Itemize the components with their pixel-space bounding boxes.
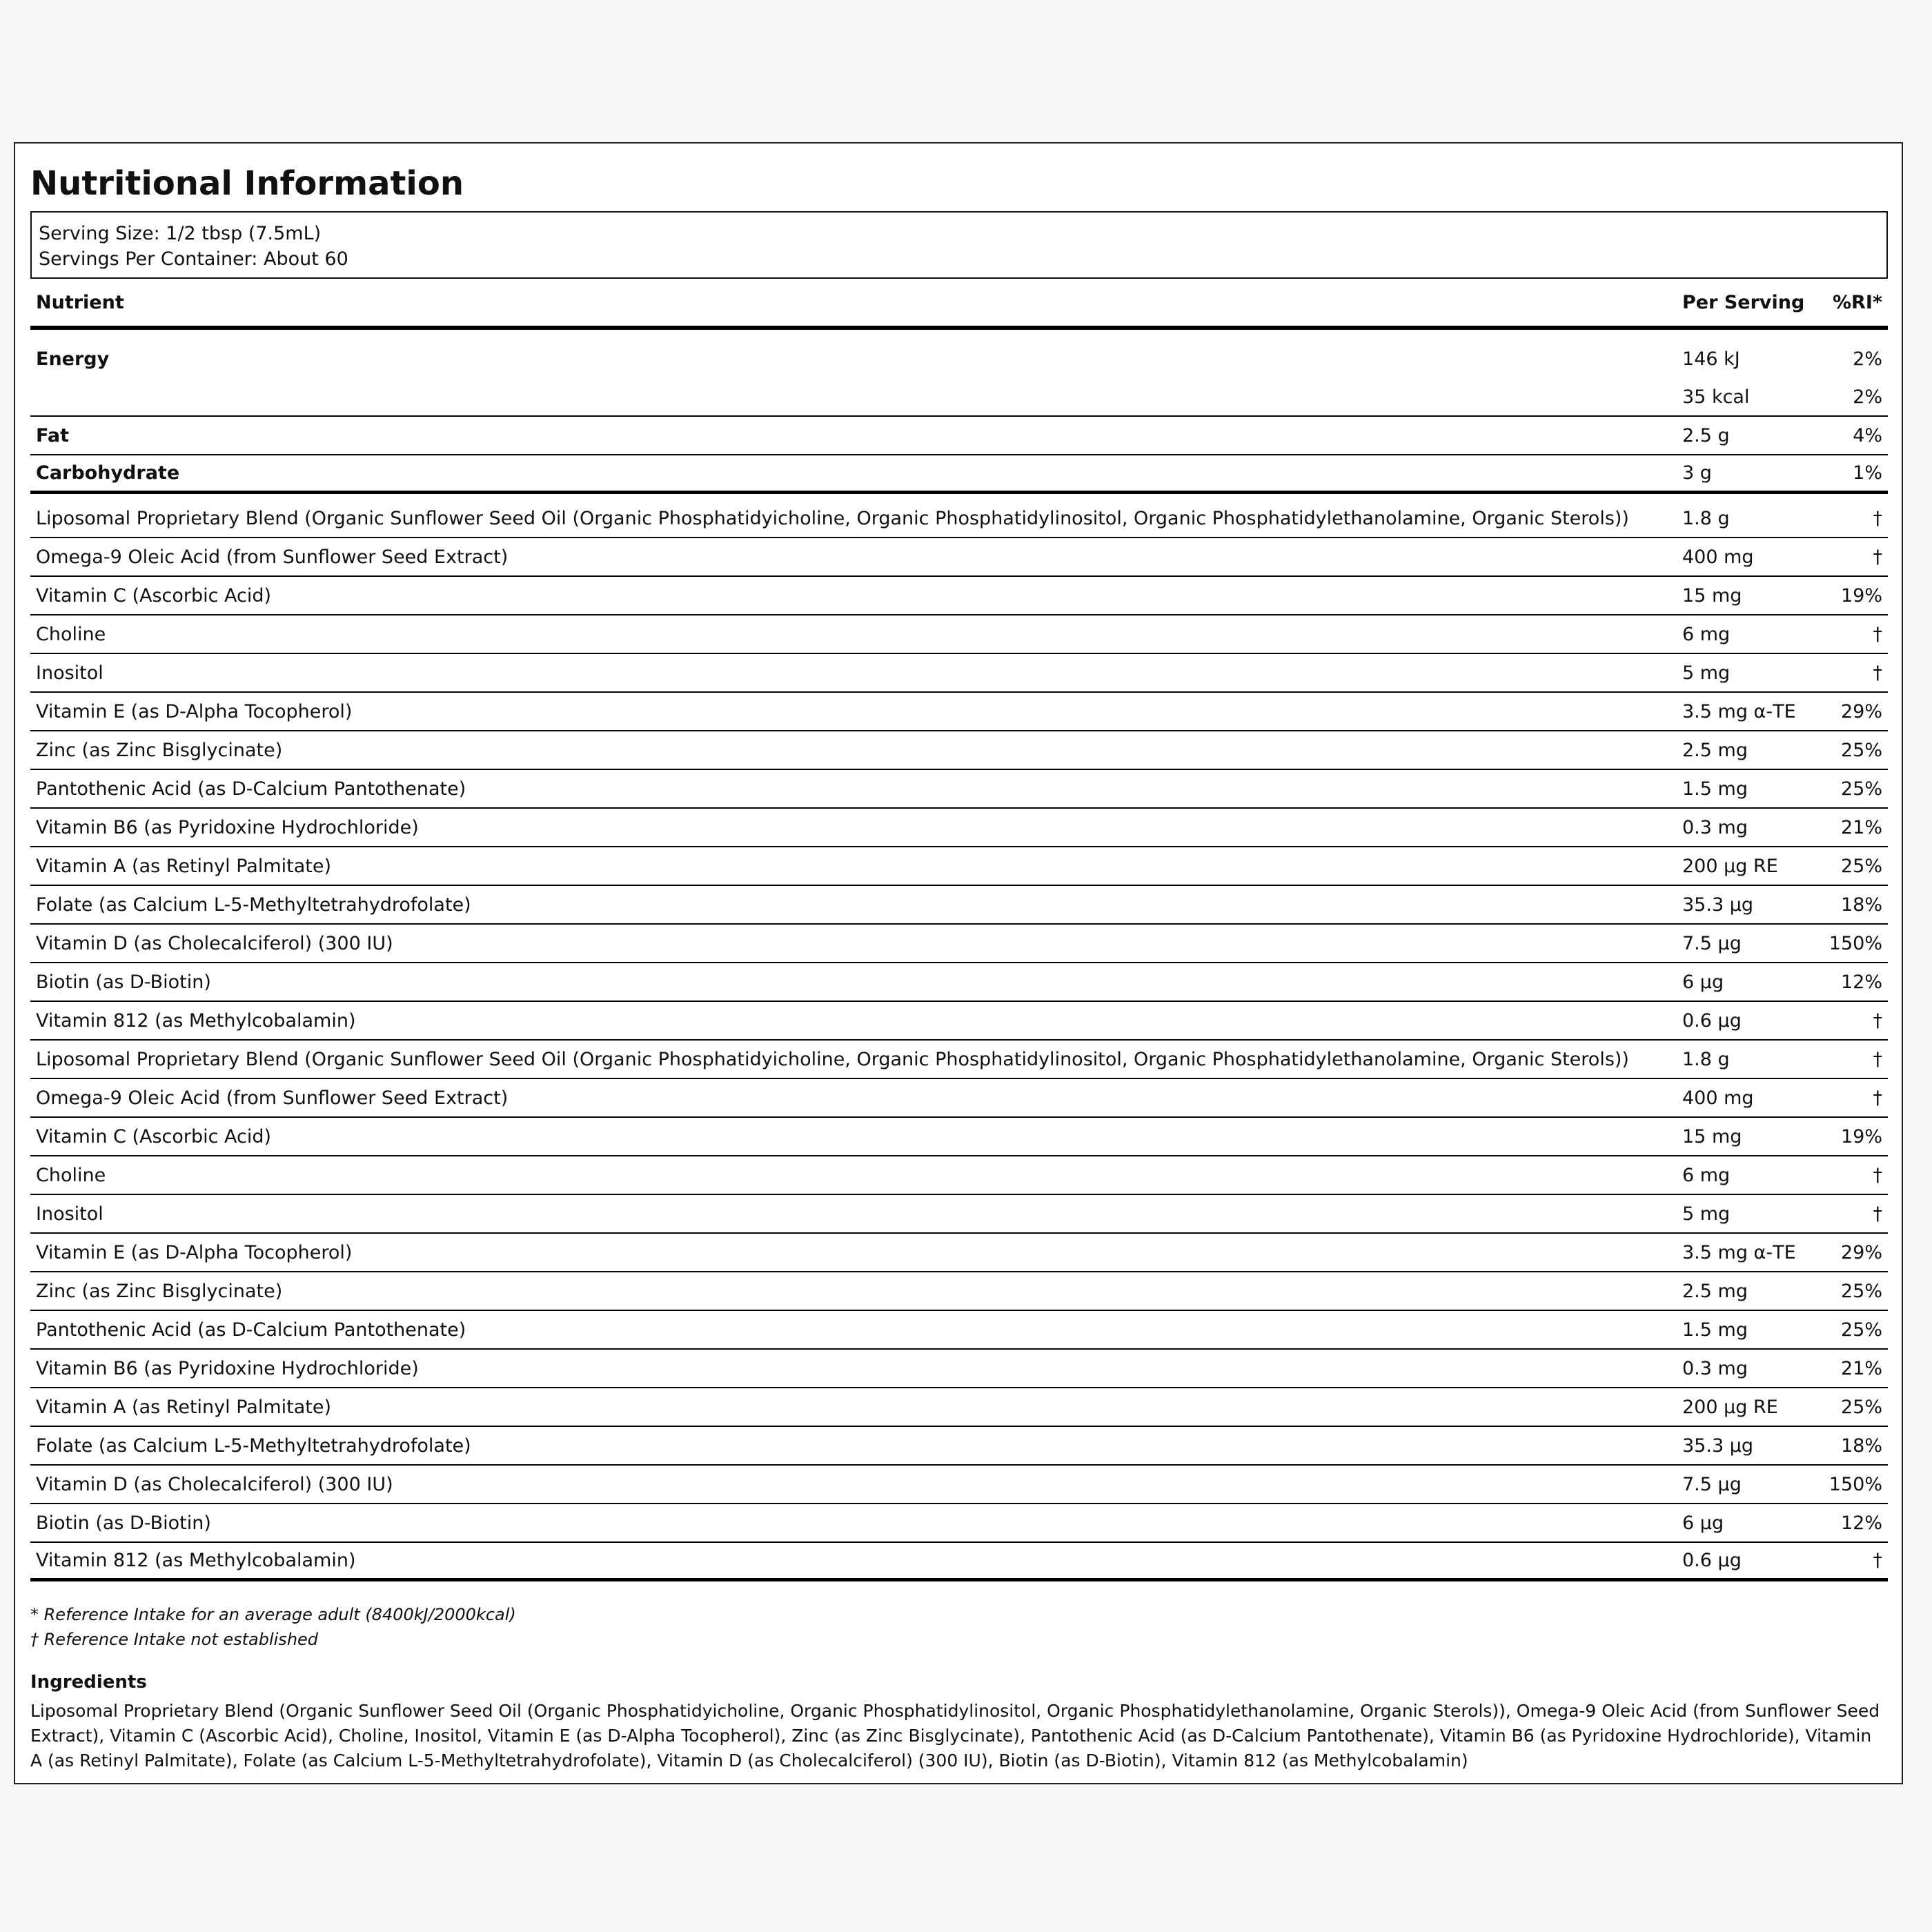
nutrient-ri: 25% (1840, 1280, 1882, 1302)
nutrient-name: Vitamin C (Ascorbic Acid) (36, 584, 272, 607)
nutrient-ri: 19% (1840, 1125, 1882, 1147)
nutrient-amount: 200 µg RE (1682, 1396, 1778, 1418)
table-row (30, 1272, 1888, 1311)
nutrient-ri: 21% (1840, 1357, 1882, 1379)
nutrient-name: Zinc (as Zinc Bisglycinate) (36, 739, 283, 761)
table-row (30, 1388, 1888, 1427)
table-row (30, 1118, 1888, 1156)
table-row (30, 615, 1888, 654)
table-row (30, 693, 1888, 731)
nutrient-name: Vitamin C (Ascorbic Acid) (36, 1125, 272, 1147)
nutrient-name: Choline (36, 623, 106, 645)
nutrient-name: Liposomal Proprietary Blend (Organic Sunflower Seed Oil (Organic Phosphatidyicholine, Organic Phosphatidylinositol, Organic Phosphatidylethanolamine, Organic Sterols)) (36, 1048, 1629, 1070)
table-row (30, 500, 1888, 538)
table-header-row (30, 279, 1888, 330)
nutrient-ri: † (1873, 662, 1882, 684)
nutrient-ri: 2% (1853, 386, 1882, 408)
nutrient-ri: 25% (1840, 739, 1882, 761)
table-row (30, 925, 1888, 963)
nutrient-amount: 35 kcal (1682, 386, 1750, 408)
table-row-energy-kj (30, 330, 1888, 378)
nutrient-ri: † (1873, 1087, 1882, 1109)
nutrient-ri: 29% (1840, 1241, 1882, 1263)
table-row (30, 963, 1888, 1002)
nutrient-amount: 3.5 mg α-TE (1682, 1241, 1796, 1263)
table-row (30, 770, 1888, 809)
table-row-fat (30, 417, 1888, 455)
nutrient-amount: 6 mg (1682, 1164, 1731, 1186)
nutrient-ri: 4% (1853, 424, 1882, 446)
nutrient-amount: 0.6 µg (1682, 1550, 1742, 1571)
nutrient-ri: 29% (1840, 700, 1882, 722)
nutrient-ri: 18% (1840, 894, 1882, 916)
nutrient-amount: 3.5 mg α-TE (1682, 700, 1796, 722)
table-row (30, 809, 1888, 847)
nutrient-ri: 25% (1840, 1319, 1882, 1341)
nutrient-name: Pantothenic Acid (as D-Calcium Pantothenate) (36, 1319, 466, 1341)
nutrient-ri: † (1873, 1203, 1882, 1225)
nutrient-ri: 150% (1828, 932, 1882, 954)
nutrient-ri: 18% (1840, 1435, 1882, 1457)
nutrition-label-panel (14, 142, 1903, 1784)
footnote-reference-intake: * Reference Intake for an average adult (8400kJ/2000kcal) (30, 1605, 516, 1624)
nutrient-amount: 200 µg RE (1682, 855, 1778, 877)
nutrient-amount: 35.3 µg (1682, 894, 1754, 916)
nutrient-amount: 3 g (1682, 462, 1712, 484)
nutrient-name: Vitamin E (as D-Alpha Tocopherol) (36, 700, 353, 722)
nutrient-name: Biotin (as D-Biotin) (36, 971, 211, 993)
nutrient-ri: 25% (1840, 855, 1882, 877)
nutrient-name: Liposomal Proprietary Blend (Organic Sunflower Seed Oil (Organic Phosphatidyicholine, Organic Phosphatidylinositol, Organic Phosphatidylethanolamine, Organic Sterols)) (36, 507, 1629, 529)
nutrient-amount: 0.6 µg (1682, 1009, 1742, 1032)
header-ri: %RI* (1832, 291, 1882, 313)
nutrient-name: Fat (36, 424, 69, 446)
nutrient-amount: 400 mg (1682, 546, 1754, 568)
nutrient-amount: 7.5 µg (1682, 932, 1742, 954)
label-title: Nutritional Information (30, 164, 464, 203)
nutrient-ri: † (1873, 507, 1882, 529)
nutrient-name: Vitamin 812 (as Methylcobalamin) (36, 1009, 356, 1032)
nutrient-ri: 21% (1840, 816, 1882, 838)
table-row (30, 847, 1888, 886)
nutrient-name: Vitamin A (as Retinyl Palmitate) (36, 855, 331, 877)
serving-size: Serving Size: 1/2 tbsp (7.5mL) (39, 223, 322, 244)
nutrient-ri: † (1873, 546, 1882, 568)
nutrient-amount: 6 µg (1682, 1512, 1724, 1534)
nutrient-amount: 1.8 g (1682, 1048, 1730, 1070)
nutrient-amount: 2.5 mg (1682, 739, 1748, 761)
table-row (30, 654, 1888, 693)
ingredients-title: Ingredients (30, 1672, 147, 1693)
table-row (30, 1195, 1888, 1234)
table-row (30, 1156, 1888, 1195)
nutrient-ri: 2% (1853, 348, 1882, 370)
nutrient-name: Vitamin B6 (as Pyridoxine Hydrochloride) (36, 816, 419, 838)
table-row (30, 1079, 1888, 1118)
header-per-serving: Per Serving (1682, 291, 1805, 313)
table-row-energy-kcal (30, 378, 1888, 417)
nutrient-ri: † (1873, 1048, 1882, 1070)
nutrient-name: Inositol (36, 1203, 103, 1225)
serving-info-box (30, 211, 1888, 279)
nutrient-amount: 0.3 mg (1682, 816, 1748, 838)
table-row (30, 1041, 1888, 1079)
nutrient-amount: 15 mg (1682, 584, 1742, 607)
nutrient-ri: † (1873, 1164, 1882, 1186)
nutrient-ri: 19% (1840, 584, 1882, 607)
nutrient-name: Energy (36, 348, 110, 370)
nutrient-name: Folate (as Calcium L-5-Methyltetrahydrofolate) (36, 1435, 471, 1457)
nutrient-amount: 35.3 µg (1682, 1435, 1754, 1457)
table-row (30, 886, 1888, 925)
detail-rows (30, 500, 1888, 1581)
footnotes (30, 1602, 1888, 1652)
nutrient-amount: 6 mg (1682, 623, 1731, 645)
ingredients-text: Liposomal Proprietary Blend (Organic Sunflower Seed Oil (Organic Phosphatidyicholine, Organic Phosphatidylinositol, Organic Phosphatidylethanolamine, Organic Sterols)), Omega-9 Oleic Acid (from Sunflower Seed Extract), Vitamin C (Ascorbic Acid), Choline, Inositol, Vitamin E (as D-Alpha Tocopherol), Zinc (as Zinc Bisglycinate), Pantothenic Acid (as D-Calcium Pantothenate), Vitamin B6 (as Pyridoxine Hydrochloride), Vitamin A (as Retinyl Palmitate), Folate (as Calcium L-5-Methyltetrahydrofolate), Vitamin D (as Cholecalciferol) (300 IU), Biotin (as D-Biotin), Vitamin 812 (as Methylcobalamin) (30, 1701, 1880, 1771)
nutrient-ri: 12% (1840, 971, 1882, 993)
table-row (30, 1427, 1888, 1466)
nutrition-table (30, 279, 1888, 1581)
table-row (30, 1466, 1888, 1504)
nutrient-amount: 400 mg (1682, 1087, 1754, 1109)
table-row (30, 1543, 1888, 1581)
nutrient-ri: † (1873, 623, 1882, 645)
table-row (30, 731, 1888, 770)
nutrient-amount: 2.5 mg (1682, 1280, 1748, 1302)
nutrient-ri: 150% (1828, 1473, 1882, 1495)
table-row (30, 1504, 1888, 1543)
nutrient-name: Pantothenic Acid (as D-Calcium Pantothenate) (36, 778, 466, 800)
nutrient-amount: 5 mg (1682, 662, 1731, 684)
table-row (30, 1002, 1888, 1041)
nutrient-name: Omega-9 Oleic Acid (from Sunflower Seed Extract) (36, 546, 509, 568)
nutrient-name: Vitamin D (as Cholecalciferol) (300 IU) (36, 932, 393, 954)
nutrient-amount: 1.8 g (1682, 507, 1730, 529)
nutrient-ri: 12% (1840, 1512, 1882, 1534)
header-nutrient: Nutrient (36, 291, 124, 313)
nutrient-name: Inositol (36, 662, 103, 684)
nutrient-name: Carbohydrate (36, 462, 180, 484)
nutrient-amount: 0.3 mg (1682, 1357, 1748, 1379)
footnote-not-established: † Reference Intake not established (30, 1630, 319, 1649)
table-row (30, 1311, 1888, 1350)
nutrient-amount: 7.5 µg (1682, 1473, 1742, 1495)
nutrient-amount: 15 mg (1682, 1125, 1742, 1147)
nutrient-amount: 6 µg (1682, 971, 1724, 993)
nutrient-name: Folate (as Calcium L-5-Methyltetrahydrofolate) (36, 894, 471, 916)
nutrient-name: Omega-9 Oleic Acid (from Sunflower Seed Extract) (36, 1087, 509, 1109)
servings-per-container: Servings Per Container: About 60 (39, 248, 348, 270)
nutrient-name: Vitamin B6 (as Pyridoxine Hydrochloride) (36, 1357, 419, 1379)
nutrient-ri: 1% (1853, 462, 1882, 484)
nutrient-name: Biotin (as D-Biotin) (36, 1512, 211, 1534)
table-row (30, 538, 1888, 577)
table-row-carbohydrate (30, 455, 1888, 494)
nutrient-ri: † (1873, 1550, 1882, 1571)
nutrient-amount: 2.5 g (1682, 424, 1730, 446)
nutrient-amount: 1.5 mg (1682, 778, 1748, 800)
table-row (30, 1234, 1888, 1272)
nutrient-name: Zinc (as Zinc Bisglycinate) (36, 1280, 283, 1302)
nutrient-ri: 25% (1840, 1396, 1882, 1418)
nutrient-name: Vitamin D (as Cholecalciferol) (300 IU) (36, 1473, 393, 1495)
table-row (30, 1350, 1888, 1388)
nutrient-name: Vitamin 812 (as Methylcobalamin) (36, 1550, 356, 1571)
table-row (30, 577, 1888, 615)
nutrient-name: Vitamin E (as D-Alpha Tocopherol) (36, 1241, 353, 1263)
nutrient-name: Choline (36, 1164, 106, 1186)
nutrient-amount: 146 kJ (1682, 348, 1740, 370)
nutrient-name: Vitamin A (as Retinyl Palmitate) (36, 1396, 331, 1418)
nutrient-ri: † (1873, 1009, 1882, 1032)
nutrient-amount: 1.5 mg (1682, 1319, 1748, 1341)
nutrient-ri: 25% (1840, 778, 1882, 800)
nutrient-amount: 5 mg (1682, 1203, 1731, 1225)
